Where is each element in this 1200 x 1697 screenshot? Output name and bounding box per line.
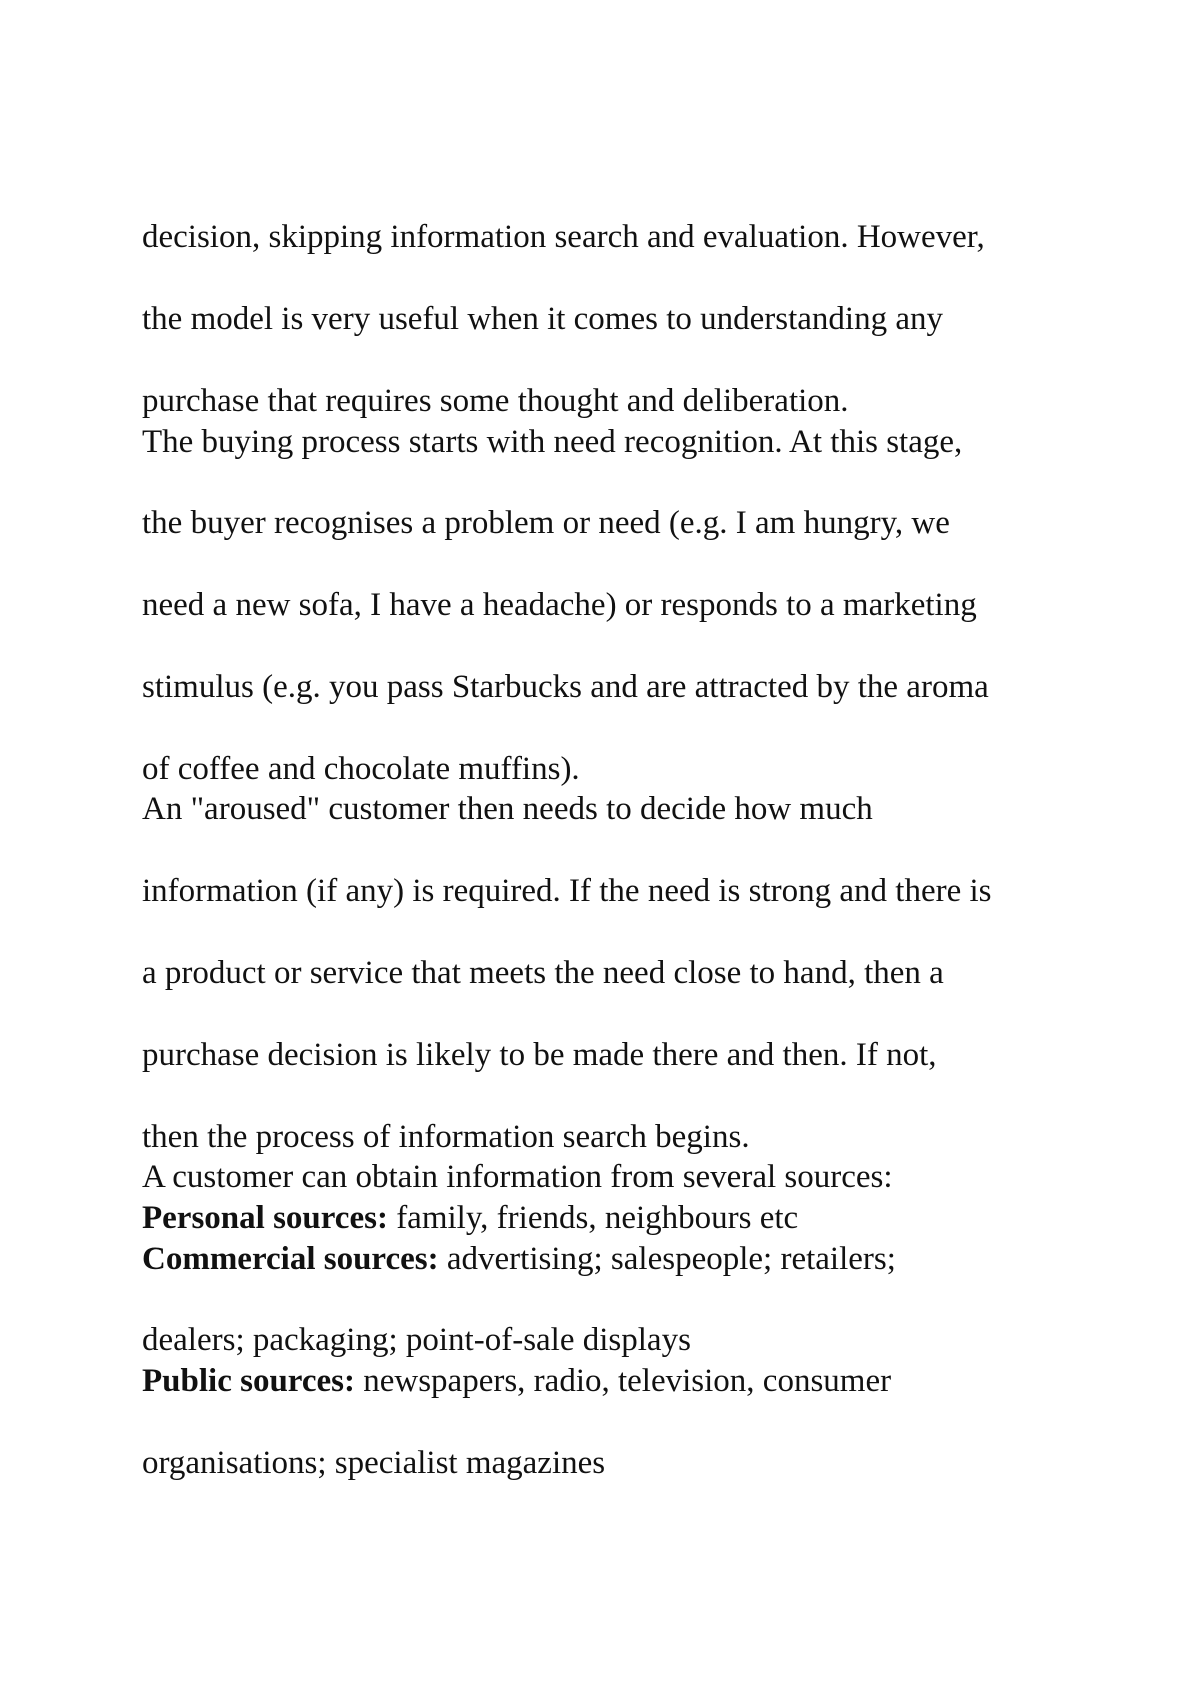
text-line: purchase that requires some thought and deliberation. [142,383,849,419]
text-line: of coffee and chocolate muffins). [142,751,580,787]
text-line: purchase decision is likely to be made there and then. If not, [142,1037,937,1073]
source-text: newspapers, radio, television, consumer [354,1363,892,1399]
text-line: dealers; packaging; point-of-sale displays [142,1322,691,1358]
source-text: family, friends, neighbours etc [387,1200,799,1236]
text-line: the model is very useful when it comes to understanding any [142,301,943,337]
text-line: An "aroused" customer then needs to decide how much [142,791,873,827]
source-commercial [142,1239,896,1279]
text-line: The buying process starts with need recognition. At this stage, [142,424,963,460]
text-line: decision, skipping information search and evaluation. However, [142,219,985,255]
text-line: the buyer recognises a problem or need (e.g. I am hungry, we [142,505,950,541]
source-personal [142,1198,798,1238]
text-line: organisations; specialist magazines [142,1445,606,1481]
text-line: stimulus (e.g. you pass Starbucks and are attracted by the aroma [142,669,989,705]
text-line: need a new sofa, I have a headache) or responds to a marketing [142,587,977,623]
sources-intro: A customer can obtain information from several sources: [142,1159,893,1195]
source-public [142,1361,891,1401]
source-text: advertising; salespeople; retailers; [438,1241,896,1277]
source-label: Commercial sources: [142,1241,439,1277]
source-label: Personal sources: [142,1200,388,1236]
text-line: a product or service that meets the need close to hand, then a [142,955,944,991]
text-line: then the process of information search begins. [142,1119,750,1155]
text-line: information (if any) is required. If the need is strong and there is [142,873,992,909]
source-label: Public sources: [142,1363,355,1399]
